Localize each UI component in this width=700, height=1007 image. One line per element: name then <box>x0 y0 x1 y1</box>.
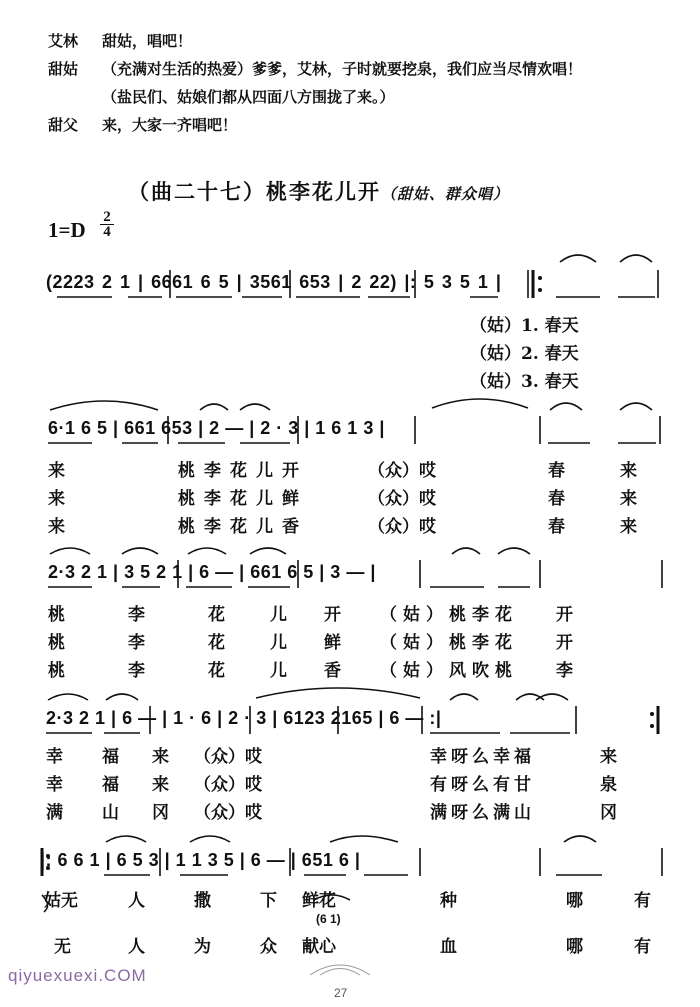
site-watermark: qiyuexuexi.COM <box>8 966 147 985</box>
verse-intro-2: （姑）2. 春天 <box>470 344 579 364</box>
song-performers: （甜姑、群众唱） <box>381 185 510 203</box>
speaker-name: 甜父 <box>48 116 79 134</box>
lyric-line: 桃 李 花 儿 香 （姑）风吹桃 李 <box>48 661 573 681</box>
score-row-1: (2223 2 1 | 6661 6 5 | 3561 653 | 2 22) |: 5 3 5 1 | <box>46 272 502 292</box>
dialogue-text: 来，大家一齐唱吧！ <box>102 116 238 134</box>
page-number: 27 <box>334 986 348 1000</box>
score-row-2: 6·1 6 5 | 661 653 | 2 — | 2 · 3 | 1 6 1 3 | <box>48 418 385 438</box>
lyric-line: 无 人 为 众 献心 血 哪 有 <box>54 937 651 957</box>
alternate-notes: (6 1) <box>316 912 341 926</box>
lyric-line: 来 桃李花儿开 （众）哎 春 来 <box>48 461 637 481</box>
lyric-line: 桃 李 花 儿 鲜 （姑）桃李花 开 <box>48 633 573 653</box>
meter-top: 2 <box>100 210 114 225</box>
verse-intro-3: （姑）3. 春天 <box>470 372 579 392</box>
lyric-line: 桃 李 花 儿 开 （姑）桃李花 开 <box>48 605 573 625</box>
meter-bottom: 4 <box>103 224 111 240</box>
lyric-line: 姑无 人 撒 下 鲜花 种 哪 有 <box>44 891 651 911</box>
score-row-5: |: 6 6 1 | 6 5 3 | 1 1 3 5 | 6 — | 651 6 | <box>40 850 361 870</box>
lyric-line: 来 桃李花儿香 （众）哎 春 来 <box>48 517 637 537</box>
speaker-name: 艾林 <box>48 32 79 50</box>
lyric-line: 幸 福 来 （众）哎 有呀么有甘 泉 <box>46 775 617 795</box>
dialogue-text: 甜姑，唱吧！ <box>102 32 193 50</box>
song-title-text: （曲二十七）桃李花儿开 <box>128 179 381 204</box>
score-row-3: 2·3 2 1 | 3 5 2 1 | 6 — | 661 6 5 | 3 — | <box>48 562 376 582</box>
lyric-line: 来 桃李花儿鲜 （众）哎 春 来 <box>48 489 637 509</box>
speaker-name: 甜姑 <box>48 60 79 78</box>
score-row-4: 2·3 2 1 | 6 — | 1 · 6 | 2 · 3 | 6123 2165 | 6 — :| <box>46 708 442 728</box>
dialogue-text: （盐民们、姑娘们都从四面八方围拢了来。） <box>102 88 395 106</box>
key-signature: 1=D <box>48 218 86 242</box>
lyric-line: 满 山 冈 （众）哎 满呀么满山 冈 <box>46 803 617 823</box>
lyric-line: 幸 福 来 （众）哎 幸呀么幸福 来 <box>46 747 617 767</box>
verse-intro-1: （姑）1. 春天 <box>470 316 579 336</box>
dialogue-text: （充满对生活的热爱）爹爹，艾林，子时就要挖泉，我们应当尽情欢唱！ <box>102 60 583 78</box>
